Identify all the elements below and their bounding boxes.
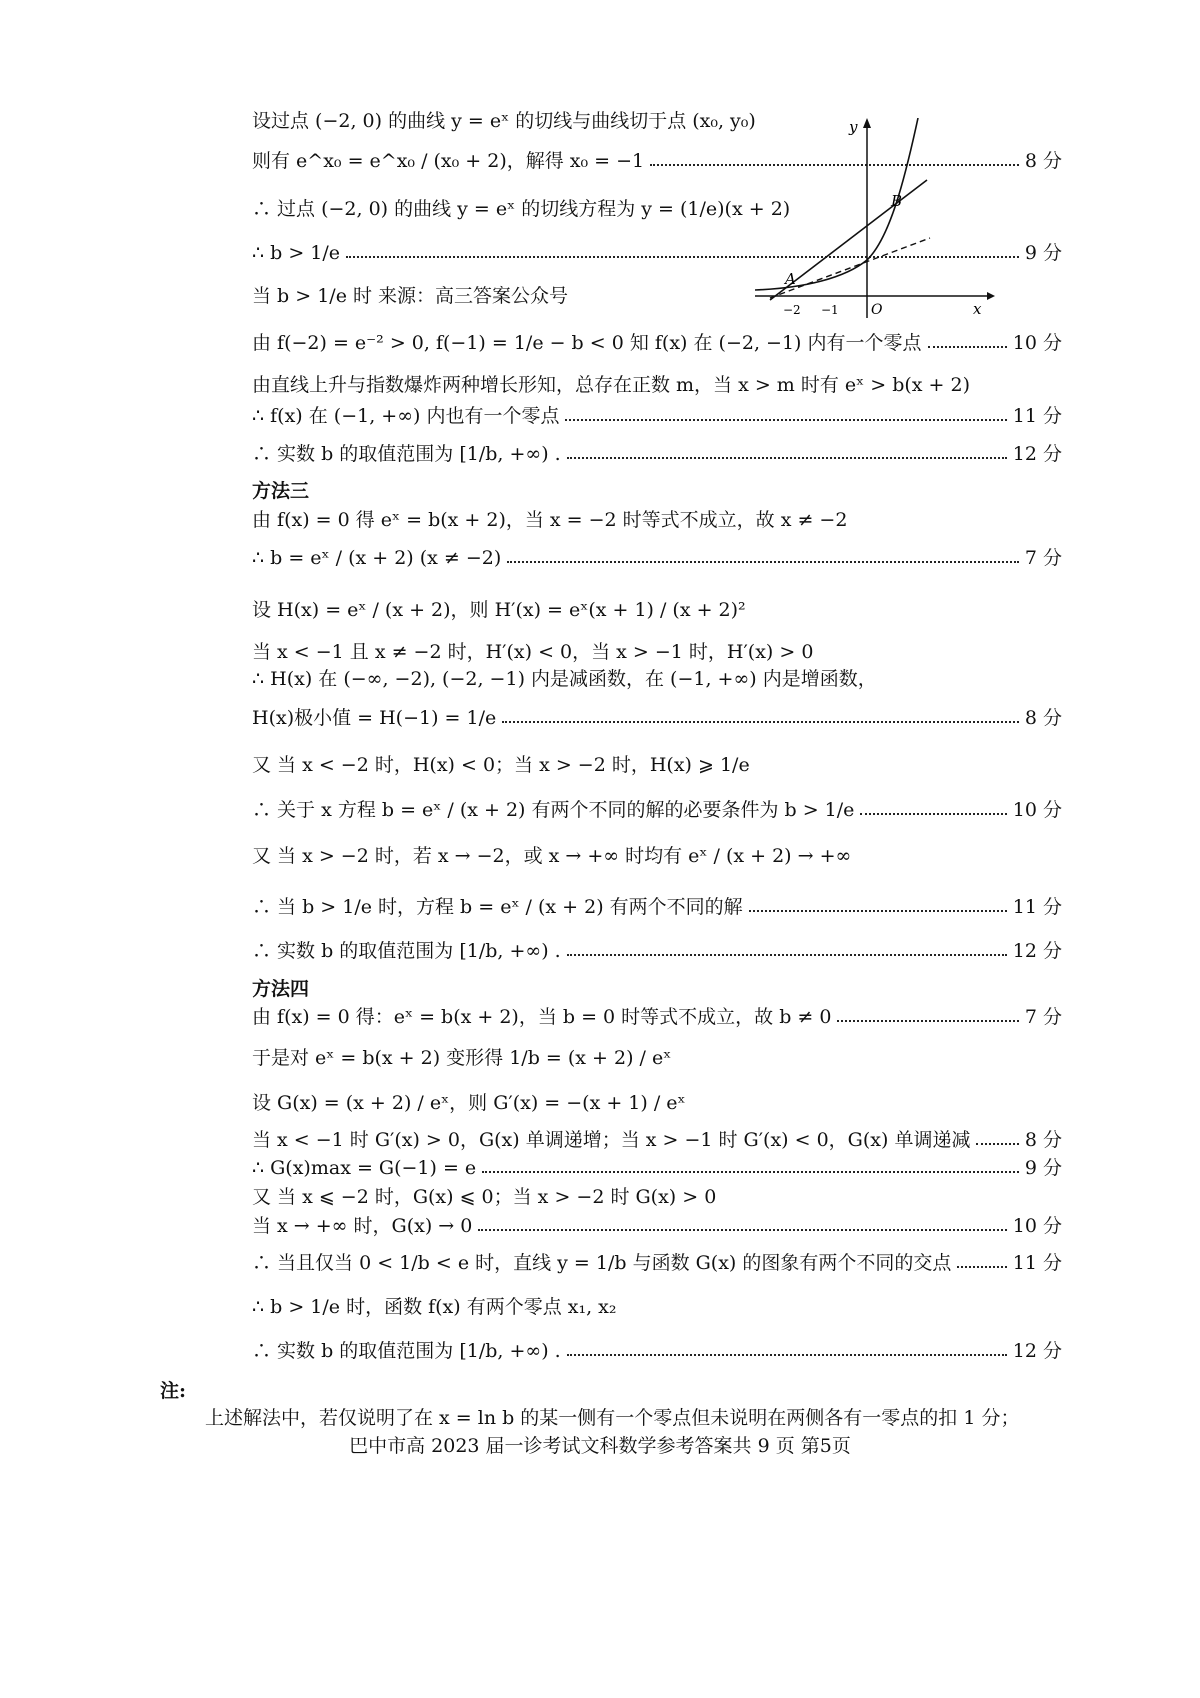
text-line: 又 当 x < −2 时，H(x) < 0；当 x > −2 时，H(x) ⩾ 1/e xyxy=(252,754,750,776)
text-line: 由直线上升与指数爆炸两种增长形知，总存在正数 m，当 x > m 时有 eˣ > b(x + 2) xyxy=(252,374,970,396)
score-points: 8 分 xyxy=(1024,1129,1062,1151)
text-line: 当 b > 1/e 时 来源：高三答案公众号 xyxy=(252,285,569,307)
y-axis-label: y xyxy=(849,118,858,136)
text-line: 设 H(x) = eˣ / (x + 2)，则 H′(x) = eˣ(x + 1) / (x + 2)² xyxy=(252,599,746,621)
score-points: 10 分 xyxy=(1012,799,1062,821)
text-line: 又 当 x > −2 时，若 x → −2，或 x → +∞ 时均有 eˣ / (x + 2) → +∞ xyxy=(252,845,852,867)
text-line: ∴ b > 1/e 9 分 xyxy=(252,242,1062,264)
score-points: 12 分 xyxy=(1012,1340,1062,1362)
text-line: ∴ G(x)max = G(−1) = e 9 分 xyxy=(252,1157,1062,1179)
text-line: ∴ 关于 x 方程 b = eˣ / (x + 2) 有两个不同的解的必要条件为 b > 1/e 10 分 xyxy=(252,799,1062,821)
point-label-a: A xyxy=(785,270,796,288)
score-points: 12 分 xyxy=(1012,940,1062,962)
score-points: 10 分 xyxy=(1012,332,1062,354)
text-line: 于是对 eˣ = b(x + 2) 变形得 1/b = (x + 2) / eˣ xyxy=(252,1047,672,1069)
text-line: ∴ f(x) 在 (−1, +∞) 内也有一个零点 11 分 xyxy=(252,405,1062,427)
text-line: ∴ 当且仅当 0 < 1/b < e 时，直线 y = 1/b 与函数 G(x) 的图象有两个不同的交点 11 分 xyxy=(252,1252,1062,1274)
text-line: 又 当 x ⩽ −2 时，G(x) ⩽ 0；当 x > −2 时 G(x) > 0 xyxy=(252,1186,717,1208)
tick-label-neg2: −2 xyxy=(783,303,801,317)
text-line: 当 x < −1 时 G′(x) > 0，G(x) 单调递增；当 x > −1 时 G′(x) < 0，G(x) 单调递减 8 分 xyxy=(252,1129,1062,1151)
point-label-b: B xyxy=(891,192,903,210)
x-axis-arrow xyxy=(987,292,995,300)
score-points: 9 分 xyxy=(1024,1157,1062,1179)
score-points: 12 分 xyxy=(1012,443,1062,465)
origin-label: O xyxy=(871,302,883,318)
score-points: 7 分 xyxy=(1024,1006,1062,1028)
text-line: ∴ b = eˣ / (x + 2) (x ≠ −2) 7 分 xyxy=(252,547,1062,569)
text-line: ∴ b > 1/e 时，函数 f(x) 有两个零点 x₁, x₂ xyxy=(252,1296,617,1318)
text-line: ∴ H(x) 在 (−∞, −2), (−2, −1) 内是减函数，在 (−1, +∞) 内是增函数， xyxy=(252,668,877,690)
score-points: 11 分 xyxy=(1012,896,1062,918)
tangent-graph xyxy=(755,118,995,338)
score-points: 11 分 xyxy=(1012,1252,1062,1274)
tangent-line xyxy=(770,238,930,298)
text-line: 由 f(x) = 0 得 eˣ = b(x + 2)，当 x = −2 时等式不成立，故 x ≠ −2 xyxy=(252,509,848,531)
text-line: ∴ 当 b > 1/e 时，方程 b = eˣ / (x + 2) 有两个不同的解 11 分 xyxy=(252,896,1062,918)
score-points: 8 分 xyxy=(1024,150,1062,172)
text-line: 则有 e^x₀ = e^x₀ / (x₀ + 2)，解得 x₀ = −1 8 分 xyxy=(252,150,1062,172)
x-axis-label: x xyxy=(973,300,982,318)
text-line: 设 G(x) = (x + 2) / eˣ，则 G′(x) = −(x + 1) / eˣ xyxy=(252,1092,686,1114)
score-points: 10 分 xyxy=(1012,1215,1062,1237)
score-points: 11 分 xyxy=(1012,405,1062,427)
text-line: ∴ 实数 b 的取值范围为 [1/b, +∞) . 12 分 xyxy=(252,443,1062,465)
text-line: ∴ 过点 (−2, 0) 的曲线 y = eˣ 的切线方程为 y = (1/e)(x + 2) xyxy=(252,198,791,220)
score-points: 9 分 xyxy=(1024,242,1062,264)
tick-label-neg1: −1 xyxy=(821,303,839,317)
method-4-heading: 方法四 xyxy=(252,978,310,1000)
score-points: 8 分 xyxy=(1024,707,1062,729)
text-line: ∴ 实数 b 的取值范围为 [1/b, +∞) . 12 分 xyxy=(252,940,1062,962)
text-line: 设过点 (−2, 0) 的曲线 y = eˣ 的切线与曲线切于点 (x₀, y₀) xyxy=(252,110,756,132)
text-line: H(x)极小值 = H(−1) = 1/e 8 分 xyxy=(252,707,1062,729)
note-heading: 注: xyxy=(160,1380,187,1402)
text-line: 当 x → +∞ 时，G(x) → 0 10 分 xyxy=(252,1215,1062,1237)
text-line: ∴ 实数 b 的取值范围为 [1/b, +∞) . 12 分 xyxy=(252,1340,1062,1362)
text-line: 由 f(x) = 0 得：eˣ = b(x + 2)，当 b = 0 时等式不成立，故 b ≠ 0 7 分 xyxy=(252,1006,1062,1028)
method-3-heading: 方法三 xyxy=(252,480,310,502)
text-line: 由 f(−2) = e⁻² > 0, f(−1) = 1/e − b < 0 知 f(x) 在 (−2, −1) 内有一个零点 10 分 xyxy=(252,332,1062,354)
score-points: 7 分 xyxy=(1024,547,1062,569)
text-line: 当 x < −1 且 x ≠ −2 时，H′(x) < 0，当 x > −1 时，H′(x) > 0 xyxy=(252,641,814,663)
page-footer: 巴中市高 2023 届一诊考试文科数学参考答案共 9 页 第5页 xyxy=(349,1435,851,1457)
y-axis-arrow xyxy=(863,118,871,128)
note-text: 上述解法中，若仅说明了在 x = ln b 的某一侧有一个零点但未说明在两侧各有一零点的扣 1 分； xyxy=(205,1407,1020,1429)
